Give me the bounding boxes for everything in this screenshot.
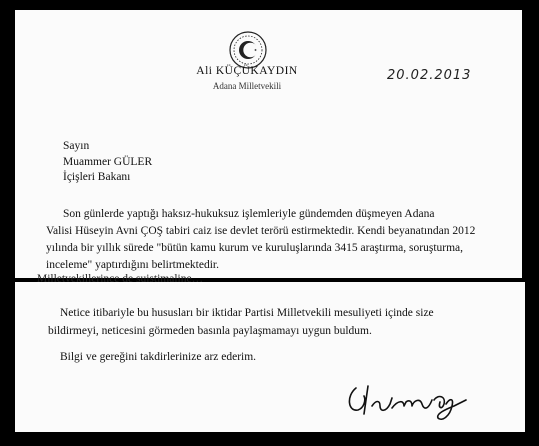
member-title: Adana Milletvekili xyxy=(212,81,282,91)
letter-bottom-section xyxy=(15,273,525,432)
paragraph2-line: Netice itibariyle bu hususları bir iktidar Partisi Milletvekili mesuliyeti içinde size xyxy=(60,307,434,319)
paragraph1-line: Valisi Hüseyin Avni ÇOŞ tabiri caiz ise devlet terörü estirmektedir. Kendi beyanatından 2012 xyxy=(46,225,476,237)
handwritten-signature xyxy=(342,370,472,426)
paragraph1-line: yılında bir yıllık sürede "bütün kamu kurum ve kuruluşlarında 3415 araştırma, soruşturma, xyxy=(46,242,464,254)
paragraph1-line: inceleme" yaptırdığını belirtmektedir. xyxy=(46,259,219,271)
cutoff-line-strip xyxy=(15,273,525,288)
cutoff-text: Milletvekillerince de suistimaline… xyxy=(37,273,204,285)
member-name: Ali KÜÇÜKAYDIN xyxy=(196,65,298,77)
paragraph2-line: bildirmeyi, neticesini görmeden basınla paylaşmamayı uygun buldum. xyxy=(48,325,372,337)
recipient-name: Muammer GÜLER xyxy=(63,156,153,168)
recipient-title: İçişleri Bakanı xyxy=(63,171,131,183)
tbmm-emblem-icon xyxy=(228,30,268,70)
letter-top-section xyxy=(15,10,522,278)
closing-line: Bilgi ve gereğini takdirlerinize arz ederim. xyxy=(60,351,257,363)
salutation: Sayın xyxy=(63,140,90,152)
paragraph1-line: Son günlerde yaptığı haksız-hukuksuz işlemleriyle gündemden düşmeyen Adana xyxy=(63,208,435,220)
handwritten-date: 20.02.2013 xyxy=(387,68,472,83)
